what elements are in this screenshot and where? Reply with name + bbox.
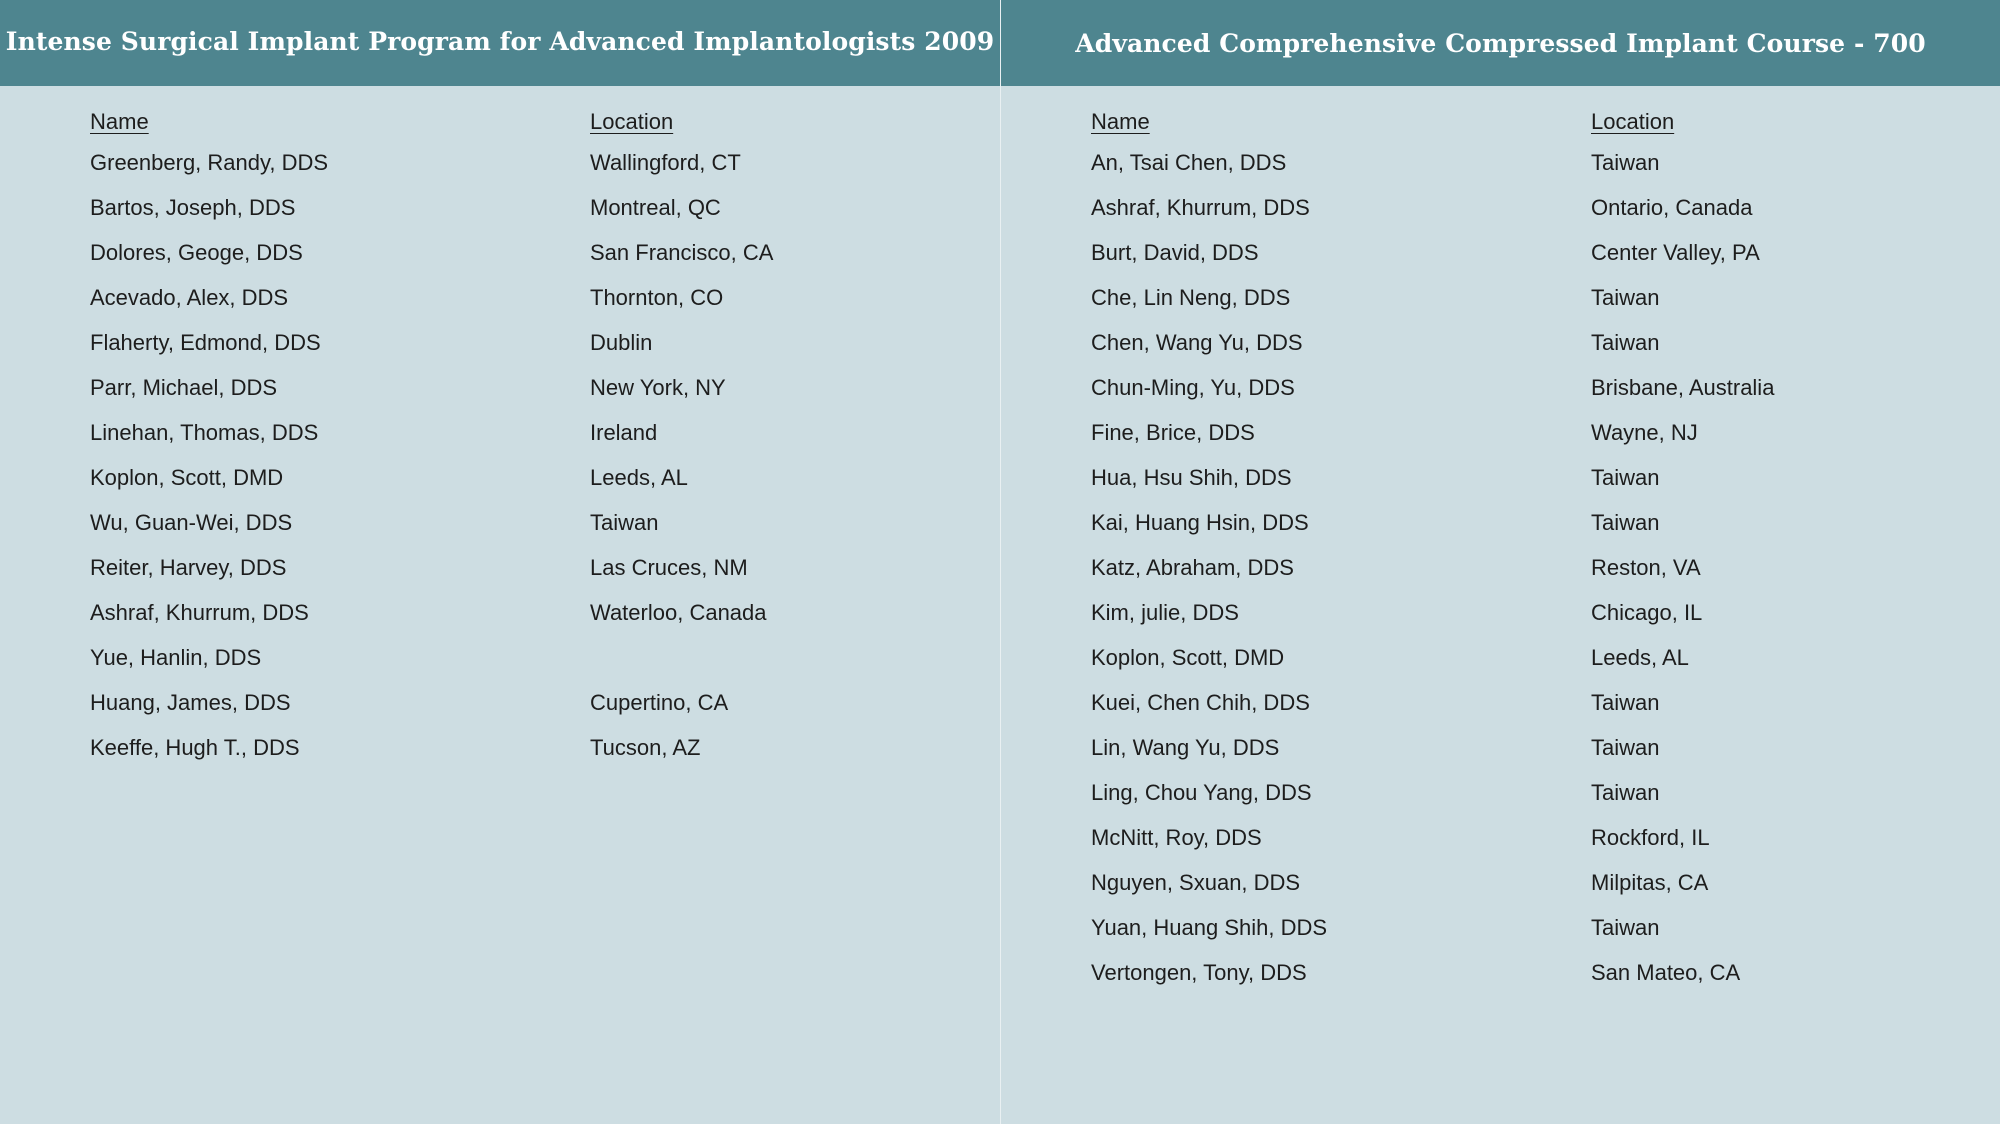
table-row <box>1091 635 1951 680</box>
left-table-header <box>90 104 950 140</box>
attendee-name: Ashraf, Khurrum, DDS <box>90 599 309 625</box>
attendee-location: Thornton, CO <box>590 284 724 310</box>
attendee-location: Tucson, AZ <box>590 734 701 760</box>
table-row <box>1091 590 1951 635</box>
attendee-name: Fine, Brice, DDS <box>1091 419 1255 445</box>
attendee-location: Dublin <box>590 329 653 355</box>
right-course-panel <box>1001 0 2000 1126</box>
attendee-location: Taiwan <box>1591 509 1660 535</box>
table-row <box>1091 770 1951 815</box>
attendee-name: Kim, julie, DDS <box>1091 599 1239 625</box>
right-attendee-table <box>1091 104 1951 995</box>
attendee-name: An, Tsai Chen, DDS <box>1091 149 1287 175</box>
attendee-name: Burt, David, DDS <box>1091 239 1259 265</box>
right-table-header <box>1091 104 1951 140</box>
attendee-location: Waterloo, Canada <box>590 599 767 625</box>
table-row <box>90 140 950 185</box>
attendee-name: Greenberg, Randy, DDS <box>90 149 329 175</box>
name-column-header: Name <box>90 109 149 134</box>
table-row <box>1091 950 1951 995</box>
location-column-header: Location <box>590 109 674 134</box>
table-row <box>1091 365 1951 410</box>
attendee-name: Dolores, Geoge, DDS <box>90 239 303 265</box>
attendee-location: Taiwan <box>1591 914 1660 940</box>
attendee-location: Wayne, NJ <box>1591 419 1698 445</box>
attendee-name: Linehan, Thomas, DDS <box>90 419 319 445</box>
table-row <box>90 590 950 635</box>
table-row <box>90 365 950 410</box>
table-row <box>1091 185 1951 230</box>
table-row <box>1091 725 1951 770</box>
attendee-name: Huang, James, DDS <box>90 689 291 715</box>
left-course-title: Intense Surgical Implant Program for Advanced Implantologists 2009 <box>0 0 1000 86</box>
attendee-name: Vertongen, Tony, DDS <box>1091 959 1307 985</box>
attendee-name: Yuan, Huang Shih, DDS <box>1091 914 1328 940</box>
attendee-location: Taiwan <box>1591 464 1660 490</box>
attendee-location: Taiwan <box>1591 329 1660 355</box>
table-row <box>1091 500 1951 545</box>
table-row <box>90 680 950 725</box>
attendee-name: Nguyen, Sxuan, DDS <box>1091 869 1301 895</box>
attendee-name: Parr, Michael, DDS <box>90 374 278 400</box>
attendee-name: Wu, Guan-Wei, DDS <box>90 509 293 535</box>
attendee-location: Cupertino, CA <box>590 689 729 715</box>
attendee-location: Rockford, IL <box>1591 824 1710 850</box>
table-row <box>90 185 950 230</box>
table-row <box>90 545 950 590</box>
attendee-location: Leeds, AL <box>1591 644 1689 670</box>
attendee-location: Taiwan <box>1591 779 1660 805</box>
attendee-location: Montreal, QC <box>590 194 721 220</box>
attendee-location: Taiwan <box>1591 689 1660 715</box>
attendee-location: Las Cruces, NM <box>590 554 748 580</box>
attendee-name: Chun-Ming, Yu, DDS <box>1091 374 1295 400</box>
attendee-location: Center Valley, PA <box>1591 239 1760 265</box>
attendee-name: McNitt, Roy, DDS <box>1091 824 1262 850</box>
attendee-location: San Francisco, CA <box>590 239 774 265</box>
table-row <box>90 635 950 680</box>
attendee-name: Acevado, Alex, DDS <box>90 284 289 310</box>
attendee-location: Chicago, IL <box>1591 599 1703 625</box>
table-row <box>90 455 950 500</box>
attendee-location: New York, NY <box>590 374 726 400</box>
attendee-location: Ireland <box>590 419 658 445</box>
table-row <box>1091 815 1951 860</box>
attendee-name: Kuei, Chen Chih, DDS <box>1091 689 1310 715</box>
table-row <box>90 725 950 770</box>
attendee-name: Ling, Chou Yang, DDS <box>1091 779 1312 805</box>
attendee-name: Reiter, Harvey, DDS <box>90 554 287 580</box>
attendee-name: Koplon, Scott, DMD <box>90 464 284 490</box>
attendee-location: Milpitas, CA <box>1591 869 1709 895</box>
table-row <box>90 410 950 455</box>
table-row <box>1091 140 1951 185</box>
attendee-name: Katz, Abraham, DDS <box>1091 554 1294 580</box>
table-row <box>1091 275 1951 320</box>
attendee-name: Kai, Huang Hsin, DDS <box>1091 509 1309 535</box>
attendee-name: Chen, Wang Yu, DDS <box>1091 329 1303 355</box>
table-row <box>1091 545 1951 590</box>
table-row <box>1091 410 1951 455</box>
attendee-name: Yue, Hanlin, DDS <box>90 644 262 670</box>
attendee-name: Koplon, Scott, DMD <box>1091 644 1285 670</box>
table-row <box>1091 320 1951 365</box>
attendee-location: San Mateo, CA <box>1591 959 1741 985</box>
attendee-name: Hua, Hsu Shih, DDS <box>1091 464 1292 490</box>
attendee-location: Taiwan <box>1591 734 1660 760</box>
attendee-location: Wallingford, CT <box>590 149 741 175</box>
attendee-location: Taiwan <box>590 509 659 535</box>
attendee-name: Lin, Wang Yu, DDS <box>1091 734 1280 760</box>
table-row <box>90 500 950 545</box>
attendee-location: Taiwan <box>1591 284 1660 310</box>
attendee-location: Ontario, Canada <box>1591 194 1753 220</box>
attendee-name: Bartos, Joseph, DDS <box>90 194 296 220</box>
right-course-title: Advanced Comprehensive Compressed Implant Course - 700 <box>1001 0 2000 86</box>
attendee-location: Reston, VA <box>1591 554 1701 580</box>
left-attendee-table <box>90 104 950 770</box>
location-column-header: Location <box>1591 109 1675 134</box>
attendee-location: Leeds, AL <box>590 464 688 490</box>
table-row <box>1091 455 1951 500</box>
attendee-name: Keeffe, Hugh T., DDS <box>90 734 300 760</box>
attendee-name: Ashraf, Khurrum, DDS <box>1091 194 1310 220</box>
table-row <box>1091 680 1951 725</box>
attendee-location: Brisbane, Australia <box>1591 374 1775 400</box>
name-column-header: Name <box>1091 109 1150 134</box>
attendee-location: Taiwan <box>1591 149 1660 175</box>
table-row <box>90 320 950 365</box>
attendee-name: Flaherty, Edmond, DDS <box>90 329 321 355</box>
table-row <box>90 230 950 275</box>
table-row <box>1091 860 1951 905</box>
table-row <box>1091 230 1951 275</box>
table-row <box>90 275 950 320</box>
attendee-name: Che, Lin Neng, DDS <box>1091 284 1291 310</box>
table-row <box>1091 905 1951 950</box>
